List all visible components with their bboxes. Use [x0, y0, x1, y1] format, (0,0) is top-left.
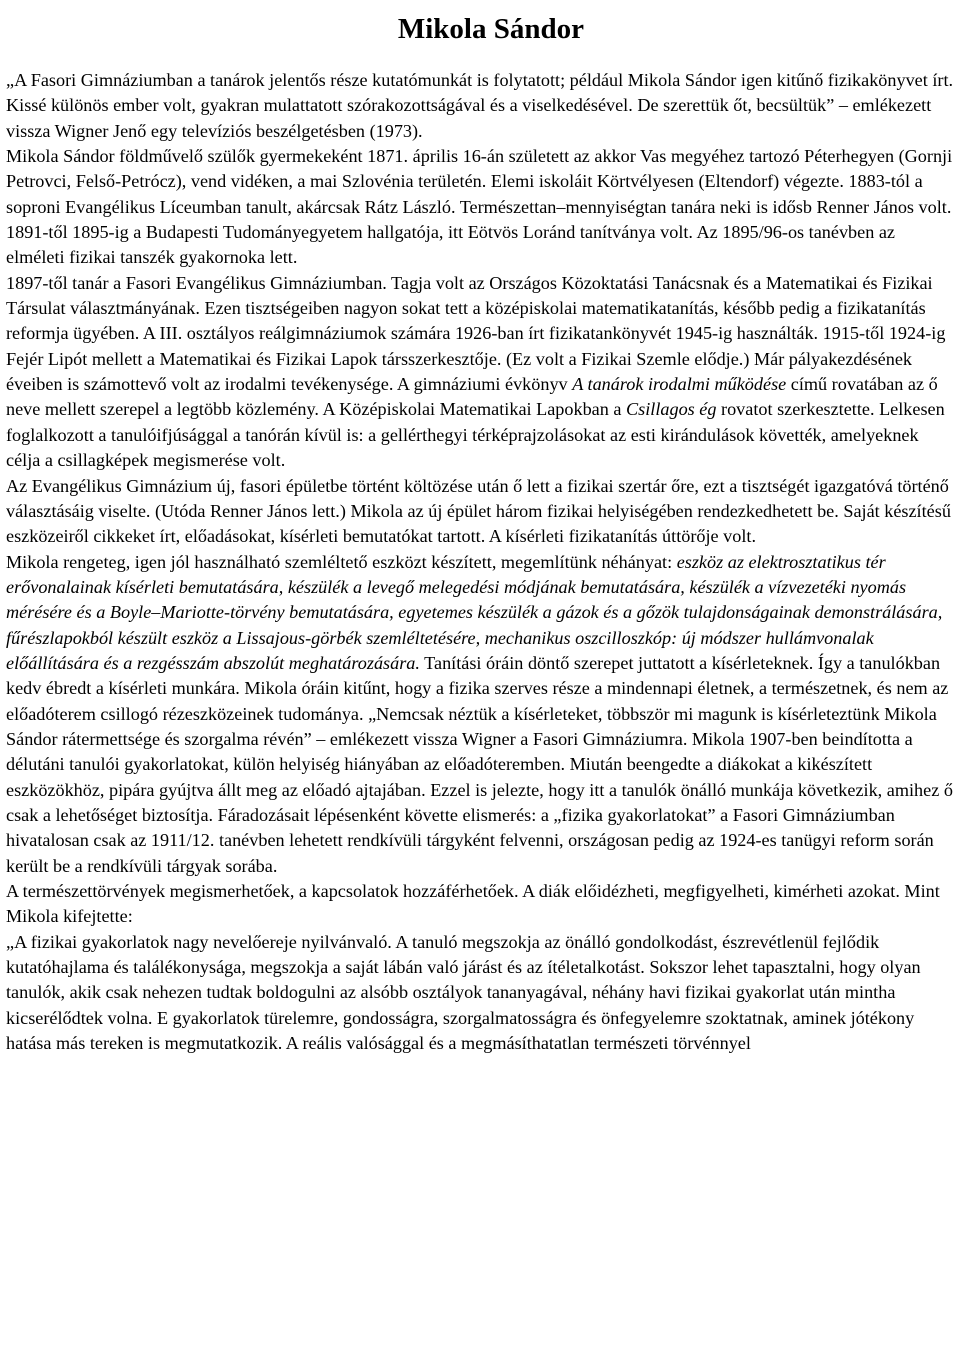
paragraph: [6, 474, 954, 550]
italic-text-run: A tanárok irodalmi működése: [572, 374, 787, 395]
article-body: [6, 68, 954, 1056]
text-run: „A fizikai gyakorlatok nagy nevelőereje nyilvánvaló. A tanuló megszokja az önálló gondolkodást, észrevétlenül fejlődik kutatóhajlama és találékonysága, megszokja a saját lábán való járást és az ítéletalkotást. Sokszor lehet tapasztalni, hogy olyan tanulók, akik csak nehezen tudtak boldogulni az alsóbb osztályok tananyagával, néhány havi fizikai gyakorlat után mintha kicserélődtek volna. E gyakorlatok türelemre, gondosságra, szorgalmatosságra és önfegyelemre szoktatnak, aminek jótékony hatása más tereken is megmutatkozik. A reális valósággal és a megmásíthatatlan természeti törvénnyel: [6, 931, 921, 1054]
text-run: A természettörvények megismerhetőek, a kapcsolatok hozzáférhetőek. A diák előidézheti, megfigyelheti, kimérheti azokat. Mint Mikola kifejtette:: [6, 881, 940, 927]
text-run: 1897-től tanár a Fasori Evangélikus Gimnáziumban. Tagja volt az Országos Közoktatási Tanácsnak és a Matematikai és Fizikai Társulat választmányának. Ezen tisztségeiben nagyon sokat tett a középiskolai matematikatanítás, később pedig a fizikatanítás reformja ügyében. A III. osztályos reálgimnáziumok számára 1926-ban írt fizikatankönyvét 1945-ig használták. 1915-től 1924-ig Fejér Lipót mellett a Matematikai és Fizikai Lapok társszerkesztője. (Ez volt a Fizikai Szemle elődje.) Már pályakezdésének éveiben is számottevő volt az irodalmi tevékenysége. A gimnáziumi évkönyv: [6, 272, 946, 395]
text-run: Tanítási óráin döntő szerepet juttatott a kísérleteknek. Így a tanulókban kedv ébredt a kísérleti munkára. Mikola óráin kitűnt, hogy a fizika szerves része a mindennapi életnek, a természetnek, és nem az előadóterem csillogó rézeszközeinek tudománya. „Nemcsak néztük a kísérleteket, többször mi magunk is kísérleteztünk Mikola Sándor rátermettsége és szorgalma révén” – emlékezett vissza Wigner a Fasori Gimnáziumra. Mikola 1907-ben beindította a délutáni tanulói gyakorlatokat, külön helyiség hiányában az előadóteremben. Miután beengedte a diákokat a kikészített eszközökhöz, pipára gyújtva állt meg az előadó ajtajában. Ezzel is jelezte, hogy itt a tanulók önálló munkája következik, amihez ő csak a lehetőséget biztosítja. Fáradozásait lépésenként követte elismerés: a „fizika gyakorlatokat” a Fasori Gimnáziumban hivatalosan csak az 1911/12. tanévben lehetett rendkívüli tárgyként felvenni, országosan pedig az 1924-es tanügyi reform során került be a rendkívüli tárgyak sorába.: [6, 652, 953, 876]
italic-text-run: eszköz az elektrosztatikus tér erővonalainak kísérleti bemutatására, készülék a levegő melegedési módjának bemutatására, készülék a vízvezetéki nyomás mérésére és a Boyle–Mariotte-törvény bemutatására, egyetemes készülék a gázok és a gőzök tulajdonságainak demonstrálására, fűrészlapokból készült eszköz a Lissajous-görbék szemléltetésére, mechanikus oszcilloszkóp: új módszer hullámvonalak előállítására és a rezgésszám abszolút meghatározására.: [6, 551, 943, 673]
text-run: rovatot szerkesztette. Lelkesen foglalkozott a tanulóifjúsággal a tanórán kívül is: a gellérthegyi térképrajzolásokat az esti kirándulások követték, amelyeknek célja a csillagképek megismerése volt.: [6, 399, 945, 471]
text-run: Az Evangélikus Gimnázium új, fasori épületbe történt költözése után ő lett a fizikai szertár őre, ezt a tisztségét igazgatóvá történő választásáig viselte. (Utóda Renner János lett.) Mikola az új épület három fizikai helyiségében rendezkedhetett be. Saját készítésű eszközeiről cikkeket írt, előadásokat, kísérleti bemutatókat tartott. A kísérleti fizikatanítás úttörője volt.: [6, 475, 951, 547]
page-title: Mikola Sándor: [397, 13, 584, 45]
italic-text-run: Csillagos ég: [626, 399, 717, 420]
paragraph: [6, 550, 954, 879]
text-run: „A Fasori Gimnáziumban a tanárok jelentős része kutatómunkát is folytatott; például Mikola Sándor igen kitűnő fizikakönyvet írt. Kissé különös ember volt, gyakran mulattatott szórakozottságával és a viselkedésével. De szerettük őt, becsültük” – emlékezett vissza Wigner Jenő egy televíziós beszélgetésben (1973).: [6, 70, 954, 141]
paragraph: [6, 930, 954, 1057]
paragraph: [6, 879, 954, 930]
paragraph: [6, 271, 954, 474]
text-run: Mikola rengeteg, igen jól használható szemléltető eszközt készített, megemlítünk néhányat:: [6, 551, 677, 572]
paragraph: [6, 68, 954, 144]
paragraph: [6, 144, 954, 271]
text-run: című rovatában az ő neve mellett szerepel a legtöbb közlemény. A Középiskolai Matematikai Lapokban a: [6, 374, 938, 420]
text-run: Mikola Sándor földművelő szülők gyermekeként 1871. április 16-án született az akkor Vas megyéhez tartozó Péterhegyen (Gornji Petrovci, Felső-Petrócz), vend vidéken, a mai Szlovénia területén. Elemi iskoláit Körtvélyesen (Eltendorf) végezte. 1883-tól a soproni Evangélikus Líceumban tanult, akárcsak Rátz László. Természettan–mennyiségtan tanára neki is idősb Renner János volt. 1891-től 1895-ig a Budapesti Tudományegyetem hallgatója, itt Eötvös Loránd tanítványa volt. Az 1895/96-os tanévben az elméleti fizikai tanszék gyakornoka lett.: [6, 146, 953, 268]
